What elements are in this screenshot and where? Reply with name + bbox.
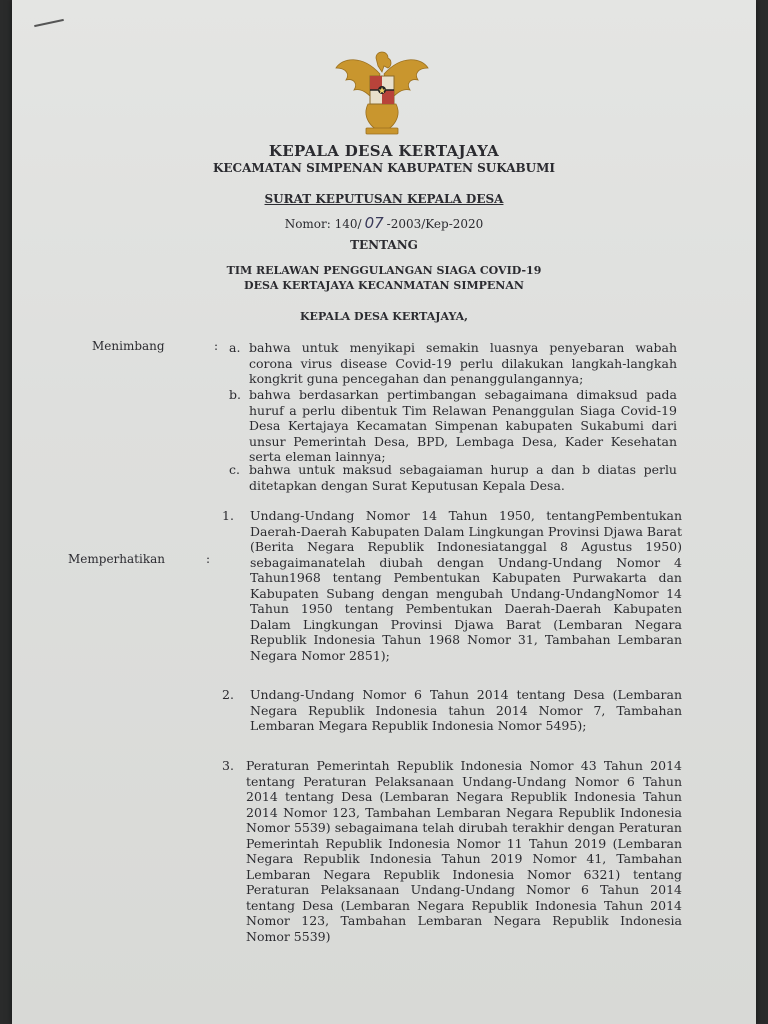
memperhatikan-item — [222, 687, 682, 734]
item-text: Undang-Undang Nomor 6 Tahun 2014 tentang Desa (Lembaran Negara Republik Indonesia tahun 2014 Nomor 7, Tambahan Lembaran Megara Republik Indonesia Nomor 5495); — [250, 687, 682, 733]
subject-line-2: DESA KERTAJAYA KECANMATAN SIMPENAN — [244, 279, 524, 292]
menimbang-item — [229, 387, 677, 465]
subject-line-1: TIM RELAWAN PENGGULANGAN SIAGA COVID-19 — [226, 264, 542, 277]
menimbang-item — [229, 340, 677, 387]
memperhatikan-label: Memperhatikan — [68, 552, 165, 566]
decree-number-suffix: -2003/Kep-2020 — [386, 217, 484, 231]
item-text: Undang-Undang Nomor 14 Tahun 1950, tentangPembentukan Daerah-Daerah Kabupaten Dalam Lingkungan Provinsi Djawa Barat (Berita Negara Republik Indonesiatanggal 8 Agustus 1950) sebagaimanatelah diubah dengan Undang-Undang Nomor 4 Tahun1968 tentang Pembentukan Kabupaten Purwakarta dan Kabupaten Subang dengan mengubah Undang-UndangNomor 14 Tahun 1950 tentang Pembentukan Daerah-Daerah Kabupaten Dalam Lingkungan Provinsi Djawa Barat (Lembaran Negara Republik Indonesia Tahun 1968 Nomor 31, Tambahan Lembaran Negara Nomor 2851); — [250, 508, 682, 663]
decree-number-handwritten: 07 — [364, 214, 384, 232]
office-title: KEPALA DESA KERTAJAYA — [268, 142, 500, 160]
item-marker: b. — [229, 387, 241, 402]
issuer-heading: KEPALA DESA KERTAJAYA, — [300, 310, 468, 323]
decree-number — [0, 214, 768, 232]
menimbang-colon: : — [214, 339, 219, 353]
item-text: bahwa berdasarkan pertimbangan sebagaimana dimaksud pada huruf a perlu dibentuk Tim Relawan Penanggulan Siaga Covid-19 Desa Kertajaya Kecamatan Simpenan kabupaten Sukabumi dari unsur Pemerintah Desa, BPD, Lembaga Desa, Kader Kesehatan serta eleman lainnya; — [249, 387, 677, 464]
about-label: TENTANG — [350, 238, 418, 252]
memperhatikan-item — [222, 508, 682, 663]
item-text: bahwa untuk maksud sebagaiaman hurup a dan b diatas perlu ditetapkan dengan Surat Keputusan Kepala Desa. — [249, 462, 677, 493]
memperhatikan-item — [222, 758, 682, 944]
decree-number-prefix: Nomor: 140/ — [284, 217, 362, 231]
item-marker: c. — [229, 462, 240, 477]
item-marker: 1. — [222, 508, 234, 523]
decree-title: SURAT KEPUTUSAN KEPALA DESA — [264, 192, 504, 206]
memperhatikan-colon: : — [206, 552, 211, 566]
item-marker: 3. — [222, 758, 234, 773]
item-text: Peraturan Pemerintah Republik Indonesia Nomor 43 Tahun 2014 tentang Peraturan Pelaksanaan Undang-Undang Nomor 6 Tahun 2014 tentang Desa (Lembaran Negara Republik Indonesia Tahun 2014 Nomor 123, Tambahan Lembaran Negara Republik Indonesia Nomor 5539) sebagaimana telah dirubah terakhir dengan Peraturan Pemerintah Republik Indonesia Nomor 11 Tahun 2019 (Lembaran Negara Republik Indonesia Tahun 2019 Nomor 41, Tambahan Lembaran Negara Republik Indonesia Nomor 6321) tentang Peraturan Pelaksanaan Undang-Undang Nomor 6 Tahun 2014 tentang Desa (Lembaran Negara Republik Indonesia Tahun 2014 Nomor 123, Tambahan Lembaran Negara Republik Indonesia Nomor 5539) — [246, 758, 682, 944]
menimbang-item — [229, 462, 677, 493]
office-subtitle: KECAMATAN SIMPENAN KABUPATEN SUKABUMI — [212, 161, 556, 175]
garuda-emblem-icon — [332, 44, 432, 136]
item-text: bahwa untuk menyikapi semakin luasnya penyebaran wabah corona virus disease Covid-19 perlu dilakukan langkah-langkah kongkrit guna pencegahan dan penanggulangannya; — [249, 340, 677, 386]
menimbang-label: Menimbang — [92, 339, 165, 353]
item-marker: 2. — [222, 687, 234, 702]
item-marker: a. — [229, 340, 241, 355]
